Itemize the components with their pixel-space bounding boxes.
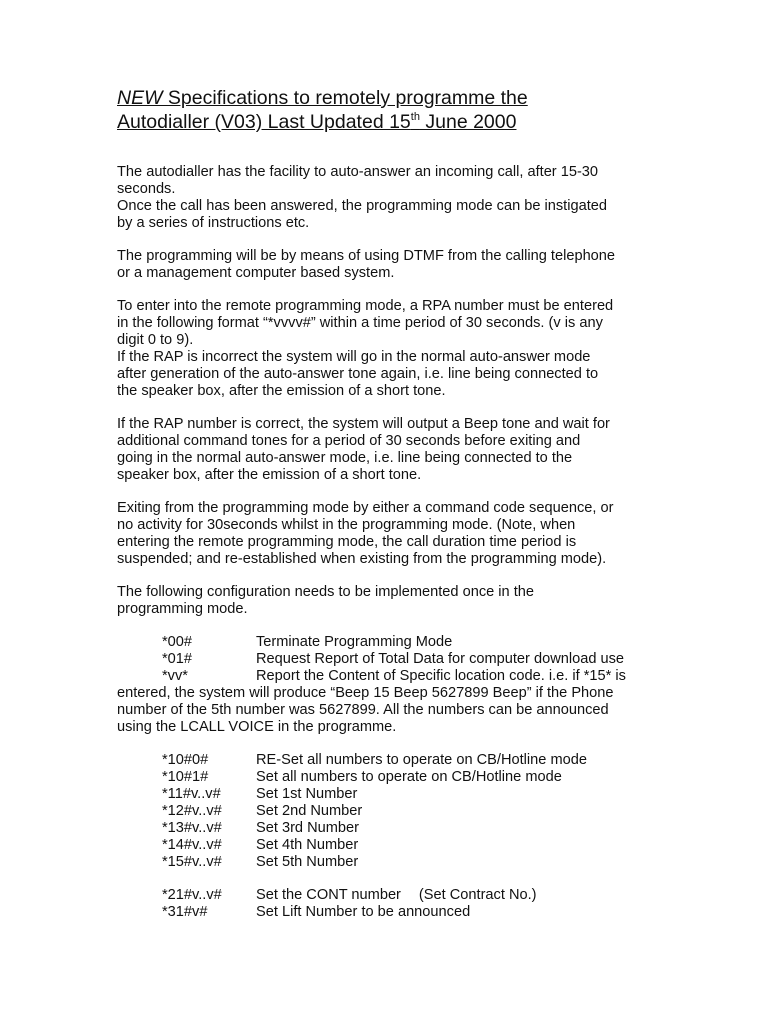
document-title: [117, 86, 737, 134]
command-description: Set the CONT number: [256, 887, 401, 903]
title-line1: Specifications to remotely programme the: [162, 87, 528, 109]
command-row: [117, 651, 657, 668]
text-line: If the RAP number is correct, the system will output a Beep tone and wait for: [117, 416, 610, 432]
command-row: [117, 803, 657, 820]
command-code: *15#v..v#: [162, 854, 222, 870]
command-code: *10#0#: [162, 752, 209, 768]
command-code: *11#v..v#: [162, 786, 221, 802]
command-list-report: [117, 634, 657, 736]
text-line: no activity for 30seconds whilst in the programming mode. (Note, when: [117, 517, 576, 533]
title-superscript: th: [410, 111, 420, 123]
command-description-continued: entered, the system will produce “Beep 15 Beep 5627899 Beep” if the Phone: [117, 685, 614, 701]
text-line: If the RAP is incorrect the system will go in the normal auto-answer mode: [117, 349, 591, 365]
text-line: Exiting from the programming mode by either a command code sequence, or: [117, 500, 614, 516]
text-line: suspended; and re-established when existing from the programming mode).: [117, 551, 607, 567]
command-code: *00#: [162, 634, 193, 650]
command-row: [117, 837, 657, 854]
text-line: digit 0 to 9).: [117, 332, 194, 348]
command-description-continued: using the LCALL VOICE in the programme.: [117, 719, 397, 735]
command-description: Report the Content of Specific location code. i.e. if *15* is: [256, 668, 626, 684]
command-list-numbers: [117, 752, 657, 871]
text-line: The following configuration needs to be implemented once in the: [117, 584, 534, 600]
command-row: [117, 668, 657, 685]
command-code: *10#1#: [162, 769, 209, 785]
command-code: *12#v..v#: [162, 803, 222, 819]
command-description: RE-Set all numbers to operate on CB/Hotline mode: [256, 752, 587, 768]
command-description: Set 5th Number: [256, 854, 359, 870]
command-row: [117, 854, 657, 871]
command-description: Set 1st Number: [256, 786, 358, 802]
title-line2-end: June 2000: [419, 111, 517, 133]
command-description: Set Lift Number to be announced: [256, 904, 471, 920]
text-line: Once the call has been answered, the programming mode can be instigated: [117, 198, 607, 214]
text-line: speaker box, after the emission of a short tone.: [117, 467, 422, 483]
text-line: entering the remote programming mode, the call duration time period is: [117, 534, 577, 550]
paragraph-rap-correct: [117, 416, 657, 484]
text-line: The programming will be by means of using DTMF from the calling telephone: [117, 248, 616, 264]
paragraph-exiting: [117, 500, 657, 568]
title-new-label: NEW: [117, 87, 163, 109]
document-body: [117, 164, 657, 937]
command-row: [117, 786, 657, 803]
text-line: additional command tones for a period of 30 seconds before exiting and: [117, 433, 581, 449]
paragraph-configuration: [117, 584, 657, 618]
command-row: [117, 820, 657, 837]
command-note: (Set Contract No.): [418, 887, 537, 903]
paragraph-dtmf: [117, 248, 657, 282]
text-line: The autodialler has the facility to auto-answer an incoming call, after 15-30: [117, 164, 599, 180]
command-row: [117, 887, 657, 904]
command-description: Request Report of Total Data for computer download use: [256, 651, 625, 667]
command-description: Set 2nd Number: [256, 803, 363, 819]
command-code: *01#: [162, 651, 193, 667]
command-row: [117, 634, 657, 651]
command-row: [117, 752, 657, 769]
command-code: *13#v..v#: [162, 820, 222, 836]
paragraph-rpa-entry: [117, 298, 657, 400]
text-line: by a series of instructions etc.: [117, 215, 310, 231]
command-code: *31#v#: [162, 904, 208, 920]
command-code: *21#v..v#: [162, 887, 222, 903]
command-row: [117, 769, 657, 786]
command-code: *14#v..v#: [162, 837, 222, 853]
paragraph-auto-answer: [117, 164, 657, 232]
text-line: To enter into the remote programming mode, a RPA number must be entered: [117, 298, 614, 314]
text-line: going in the normal auto-answer mode, i.e. line being connected to the: [117, 450, 573, 466]
command-description: Set 3rd Number: [256, 820, 360, 836]
text-line: seconds.: [117, 181, 176, 197]
command-list-settings: [117, 887, 657, 921]
command-row: [117, 904, 657, 921]
title-line2-start: Autodialler (V03) Last Updated 15: [117, 111, 411, 133]
text-line: or a management computer based system.: [117, 265, 395, 281]
command-description: Set 4th Number: [256, 837, 359, 853]
command-description-continued: number of the 5th number was 5627899. All the numbers can be announced: [117, 702, 609, 718]
text-line: programming mode.: [117, 601, 248, 617]
text-line: in the following format “*vvvv#” within a time period of 30 seconds. (v is any: [117, 315, 603, 331]
text-line: after generation of the auto-answer tone again, i.e. line being connected to: [117, 366, 599, 382]
command-description: Terminate Programming Mode: [256, 634, 453, 650]
text-line: the speaker box, after the emission of a short tone.: [117, 383, 446, 399]
command-code: *vv*: [162, 668, 188, 684]
command-description: Set all numbers to operate on CB/Hotline mode: [256, 769, 562, 785]
